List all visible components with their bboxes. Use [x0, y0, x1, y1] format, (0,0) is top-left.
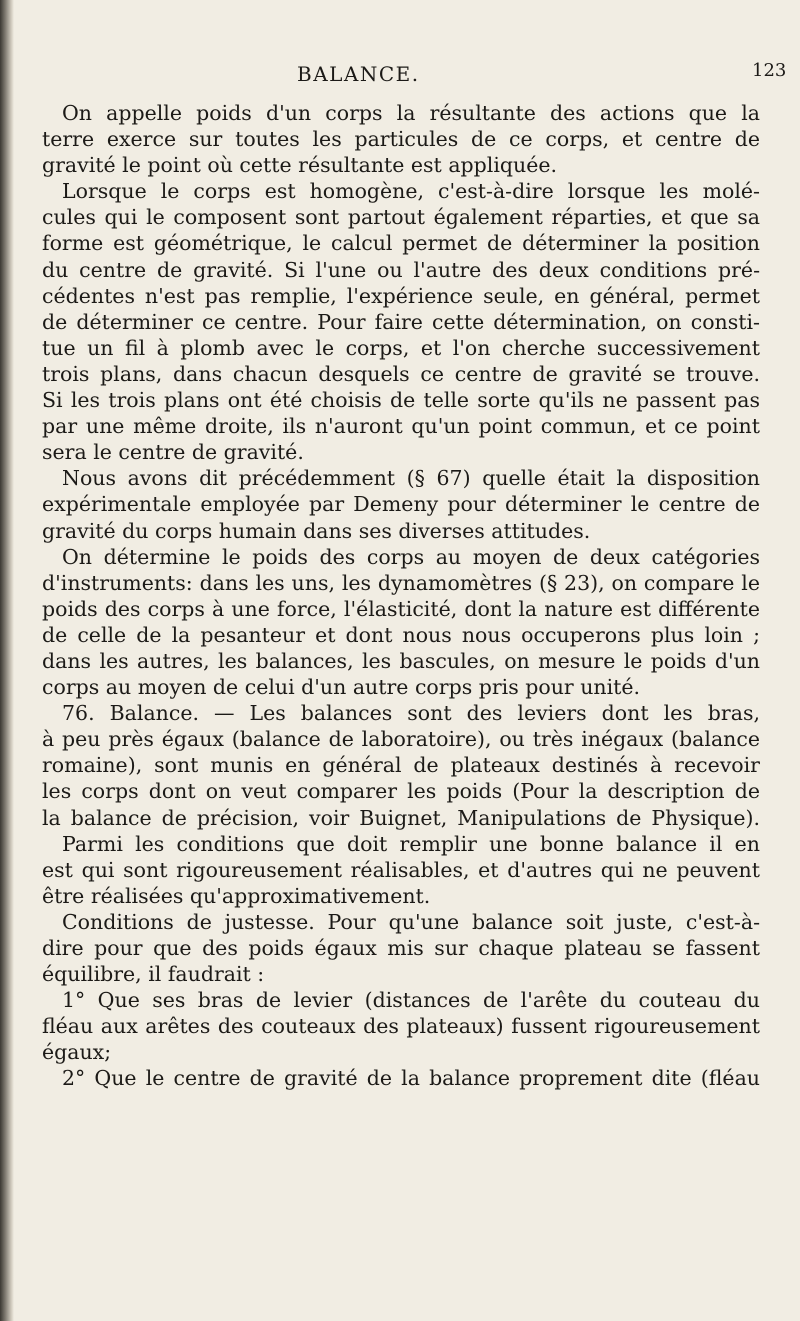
text-line: cules qui le composent sont partout également réparties, et que sa [42, 205, 760, 230]
text-line: gravité le point où cette résultante est appliquée. [42, 153, 558, 178]
text-line: d'instruments: dans les uns, les dynamomètres (§ 23), on compare le [42, 570, 760, 595]
text-line: 2° Que le centre de gravité de la balance proprement dite (fléau [62, 1066, 760, 1091]
text-line: On appelle poids d'un corps la résultante des actions que la [62, 101, 760, 125]
text-line: Lorsque le corps est homogène, c'est-à-dire lorsque les molé- [62, 179, 760, 204]
text-line: corps au moyen de celui d'un autre corps pris pour unité. [42, 675, 641, 700]
text-line: On détermine le poids des corps au moyen de deux catégories [62, 544, 760, 569]
section-heading-line: 76. Balance. — Les balances sont des leviers dont les bras, [62, 701, 760, 726]
running-head: BALANCE. [297, 62, 420, 86]
text-line: Nous avons dit précédemment (§ 67) quelle était la disposition [62, 466, 760, 491]
text-line: par une même droite, ils n'auront qu'un point commun, et ce point [42, 414, 760, 439]
text-line: dans les autres, les balances, les bascules, on mesure le poids d'un [42, 648, 760, 673]
page-binding-edge [0, 0, 14, 1321]
text-line: poids des corps à une force, l'élasticité, dont la nature est différente [42, 596, 760, 621]
text-line: de déterminer ce centre. Pour faire cette détermination, on consti- [42, 309, 760, 334]
text-line: de celle de la pesanteur et dont nous nous occuperons plus loin ; [42, 622, 760, 647]
text-line: trois plans, dans chacun desquels ce centre de gravité se trouve. [42, 361, 760, 386]
page-number: 123 [752, 60, 787, 81]
text-line: gravité du corps humain dans ses diverses attitudes. [42, 518, 591, 543]
text-line: sera le centre de gravité. [42, 440, 304, 465]
text-line: expérimentale employée par Demeny pour déterminer le centre de [42, 492, 760, 517]
text-line: tue un fil à plomb avec le corps, et l'on cherche successivement [42, 335, 760, 360]
text-line: cédentes n'est pas remplie, l'expérience seule, en général, permet [42, 283, 760, 308]
text-line: dire pour que des poids égaux mis sur chaque plateau se fassent [42, 936, 760, 960]
text-line: la balance de précision, voir Buignet, Manipulations de Physique). [42, 805, 760, 830]
text-line: terre exerce sur toutes les particules de ce corps, et centre de [42, 127, 760, 152]
text-line: équilibre, il faudrait : [42, 962, 265, 987]
text-line: 1° Que ses bras de levier (distances de l'arête du couteau du [62, 988, 760, 1013]
text-line: égaux; [42, 1040, 112, 1065]
text-line: Si les trois plans ont été choisis de telle sorte qu'ils ne passent pas [42, 388, 760, 413]
text-line: fléau aux arêtes des couteaux des plateaux) fussent rigoureusement [42, 1014, 760, 1039]
text-line: est qui sont rigoureusement réalisables, et d'autres qui ne peuvent [42, 857, 760, 882]
text-line: à peu près égaux (balance de laboratoire), ou très inégaux (balance [42, 727, 760, 752]
text-line: romaine), sont munis en général de plateaux destinés à recevoir [42, 753, 760, 778]
page-header [0, 60, 800, 100]
text-line: forme est géométrique, le calcul permet de déterminer la position [42, 231, 760, 256]
body-text [42, 100, 760, 1092]
text-line: Parmi les conditions que doit remplir une bonne balance il en [62, 831, 760, 856]
text-line: Conditions de justesse. Pour qu'une balance soit juste, c'est-à- [62, 909, 760, 934]
text-line: être réalisées qu'approximativement. [42, 883, 431, 908]
text-line: les corps dont on veut comparer les poids (Pour la description de [42, 779, 760, 804]
text-line: du centre de gravité. Si l'une ou l'autre des deux conditions pré- [42, 257, 760, 282]
